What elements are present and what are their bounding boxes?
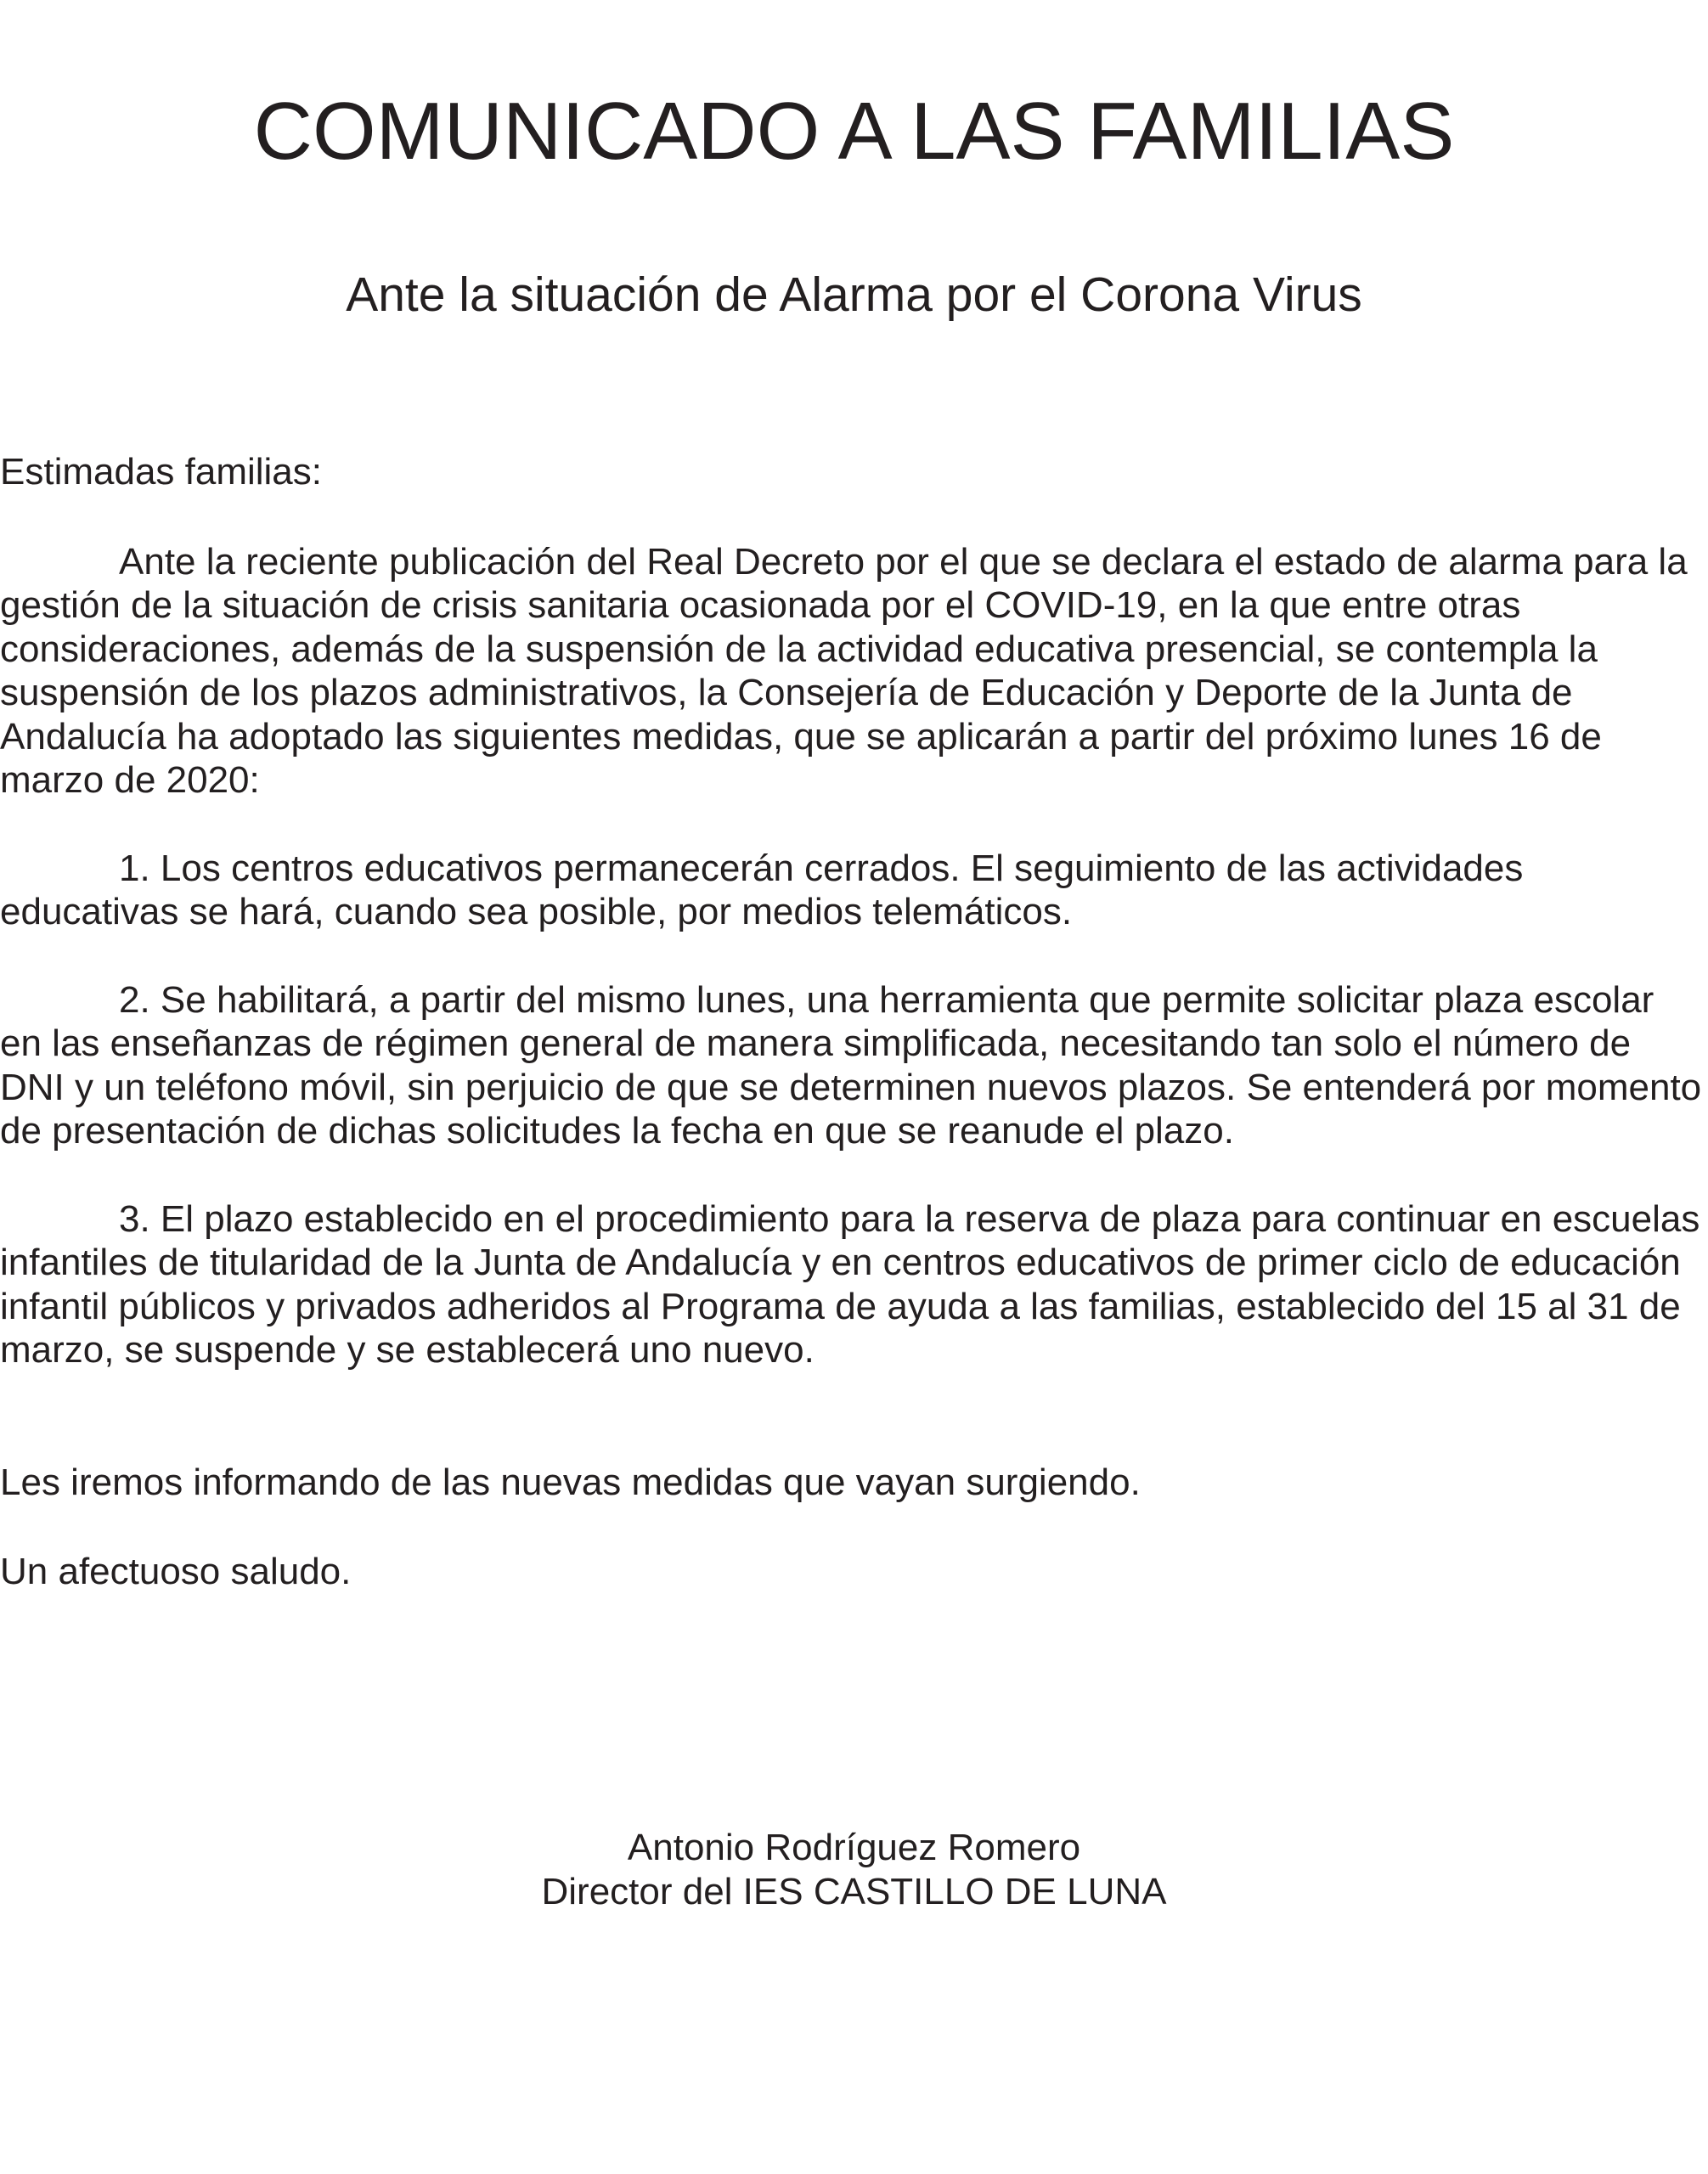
greeting: Estimadas familias: (0, 451, 323, 493)
measure-3: 3. El plazo establecido en el procedimiento para la reserva de plaza para continuar en escuelas infantiles de titularidad de la Junta de Andalucía y en centros educativos de primer ciclo de educación infantil públicos y privados adheridos al Programa de ayuda a las familias, establecido del 15 al 31 de marzo, se suspende y se establecerá uno nuevo. (0, 1197, 1700, 1371)
measure-2: 2. Se habilitará, a partir del mismo lunes, una herramienta que permite solicitar plaza escolar en las enseñanzas de régimen general de manera simplificada, necesitando tan solo el número de DNI y un teléfono móvil, sin perjuicio de que se determinen nuevos plazos. Se entenderá por momento de presentación de dichas solicitudes la fecha en que se reanude el plazo. (0, 978, 1702, 1152)
signature-name: Antonio Rodríguez Romero (627, 1827, 1081, 1868)
document-subtitle: Ante la situación de Alarma por el Corona Virus (346, 268, 1362, 322)
document-title: COMUNICADO A LAS FAMILIAS (253, 86, 1455, 177)
closing-info: Les iremos informando de las nuevas medidas que vayan surgiendo. (0, 1461, 1141, 1503)
intro-paragraph: Ante la reciente publicación del Real Decreto por el que se declara el estado de alarma para la gestión de la situación de crisis sanitaria ocasionada por el COVID-19, en la que entre otras consideraciones, además de la suspensión de la actividad educativa presencial, se contempla la suspensión de los plazos administrativos, la Consejería de Educación y Deporte de la Junta de Andalucía ha adoptado las siguientes medidas, que se aplicarán a partir del próximo lunes 16 de marzo de 2020: (0, 540, 1688, 801)
document-body (0, 450, 1703, 1594)
signature-block (0, 1826, 1708, 1914)
closing-salute: Un afectuoso saludo. (0, 1551, 352, 1592)
measure-1: 1. Los centros educativos permanecerán cerrados. El seguimiento de las actividades educativas se hará, cuando sea posible, por medios telemáticos. (0, 847, 1524, 932)
signature-role: Director del IES CASTILLO DE LUNA (541, 1871, 1167, 1912)
